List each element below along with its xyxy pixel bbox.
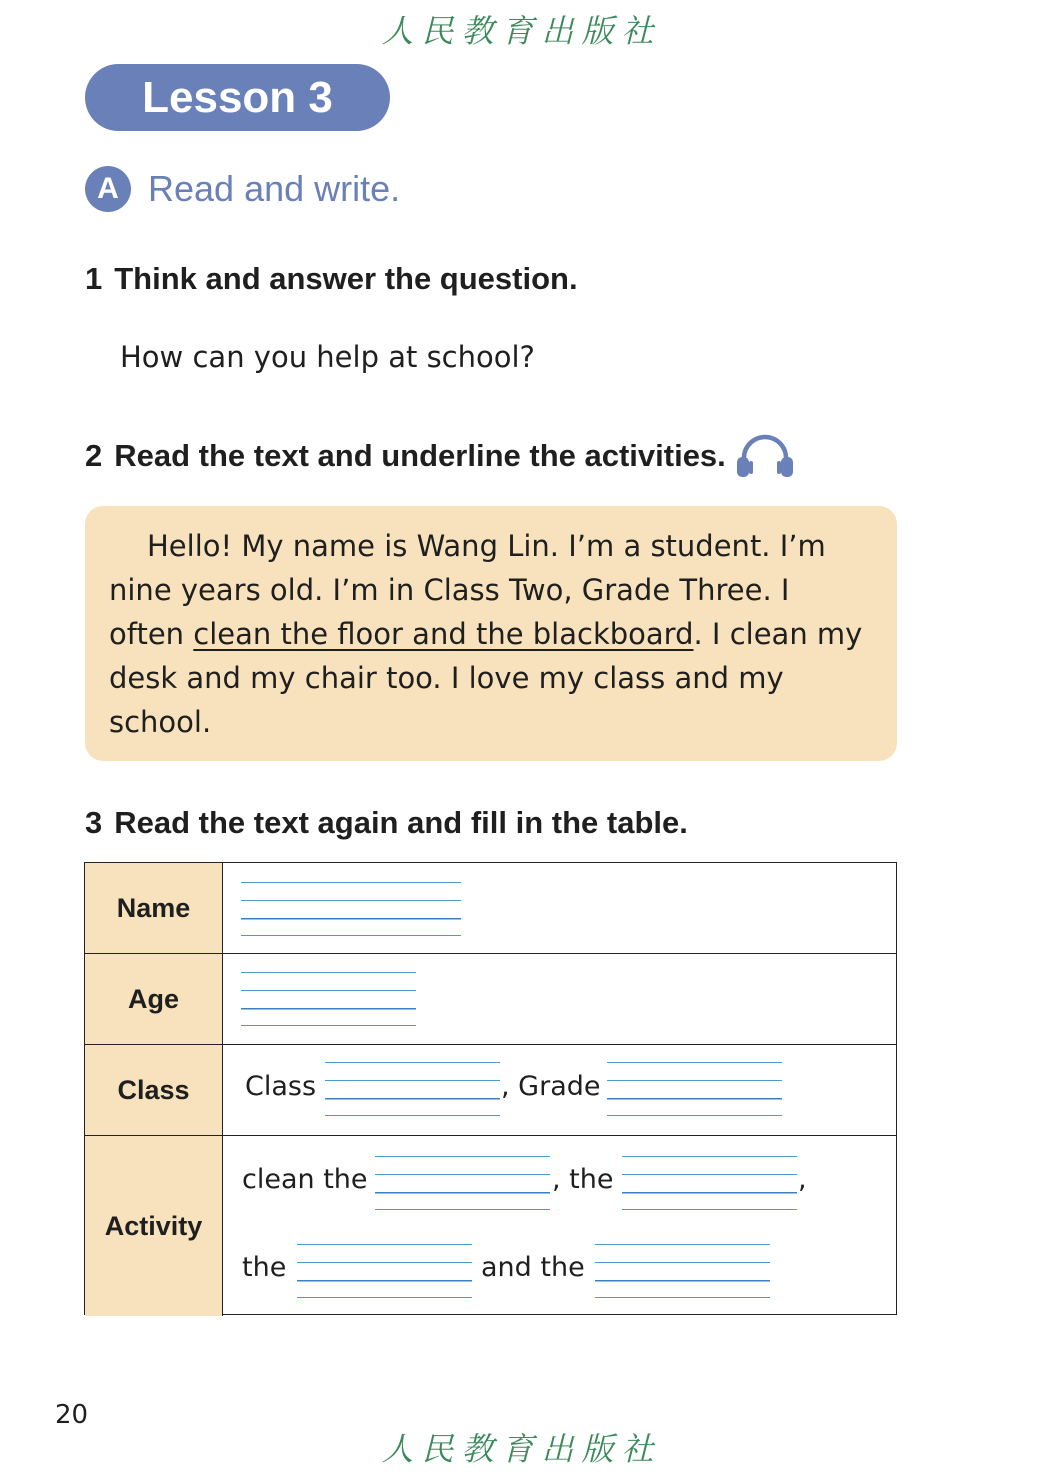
class-prefix: Class	[245, 1071, 317, 1102]
fill-in-table	[84, 862, 897, 1315]
task1-heading	[85, 261, 578, 297]
grade-prefix: , Grade	[501, 1071, 601, 1102]
class-label: Class	[85, 1045, 223, 1135]
section-a-heading	[85, 166, 400, 212]
table-row-activity	[85, 1135, 896, 1316]
publisher-logo-bottom: 人民教育出版社	[381, 1430, 662, 1468]
name-cell	[223, 863, 896, 953]
section-title: Read and write.	[148, 168, 401, 209]
activity-line1-prefix: clean the	[242, 1164, 368, 1195]
grade-number-blank[interactable]	[607, 1062, 782, 1116]
activity-blank-2[interactable]	[622, 1156, 797, 1210]
page-number: 20	[55, 1400, 89, 1430]
table-row-class	[85, 1044, 896, 1135]
task3-heading	[85, 805, 688, 841]
headphones-icon[interactable]	[736, 434, 794, 478]
activity-blank-1[interactable]	[375, 1156, 550, 1210]
age-blank[interactable]	[241, 972, 416, 1026]
class-number-blank[interactable]	[325, 1062, 500, 1116]
name-blank[interactable]	[241, 882, 461, 936]
name-label: Name	[85, 863, 223, 953]
activity-cell	[223, 1136, 896, 1316]
task3-number: 3	[85, 805, 103, 840]
task2-title: Read the text and underline the activities.	[114, 438, 726, 473]
task1-number: 1	[85, 261, 103, 296]
publisher-logo-top: 人民教育出版社	[381, 12, 662, 50]
activity-line2-prefix: the	[242, 1252, 287, 1283]
section-letter-badge: A	[85, 166, 131, 212]
passage-text-end: . I clean my desk and my chair too. I love my class and my school.	[109, 617, 863, 739]
age-label: Age	[85, 954, 223, 1044]
task3-title: Read the text again and fill in the table.	[114, 805, 688, 840]
task1-title: Think and answer the question.	[114, 261, 578, 296]
activity-line2-mid: and the	[481, 1252, 585, 1283]
underlined-activity: clean the floor and the blackboard	[193, 617, 694, 651]
age-cell	[223, 954, 896, 1044]
table-row-age	[85, 953, 896, 1044]
lesson-title: Lesson 3	[85, 64, 390, 131]
activity-label: Activity	[85, 1136, 223, 1316]
class-cell	[223, 1045, 896, 1135]
task2-number: 2	[85, 438, 103, 473]
table-row-name	[85, 863, 896, 953]
passage-text-start: Hello! My name is Wang Lin. I’m a student. I’m nine years old. I’m in Class Two, Grade Three. I often	[109, 529, 826, 651]
activity-blank-4[interactable]	[595, 1244, 770, 1298]
activity-line1-mid: , the	[552, 1164, 614, 1195]
activity-line1-comma: ,	[798, 1164, 807, 1195]
task1-question: How can you help at school?	[120, 340, 535, 374]
reading-passage	[85, 506, 897, 761]
task2-heading	[85, 434, 794, 478]
activity-blank-3[interactable]	[297, 1244, 472, 1298]
